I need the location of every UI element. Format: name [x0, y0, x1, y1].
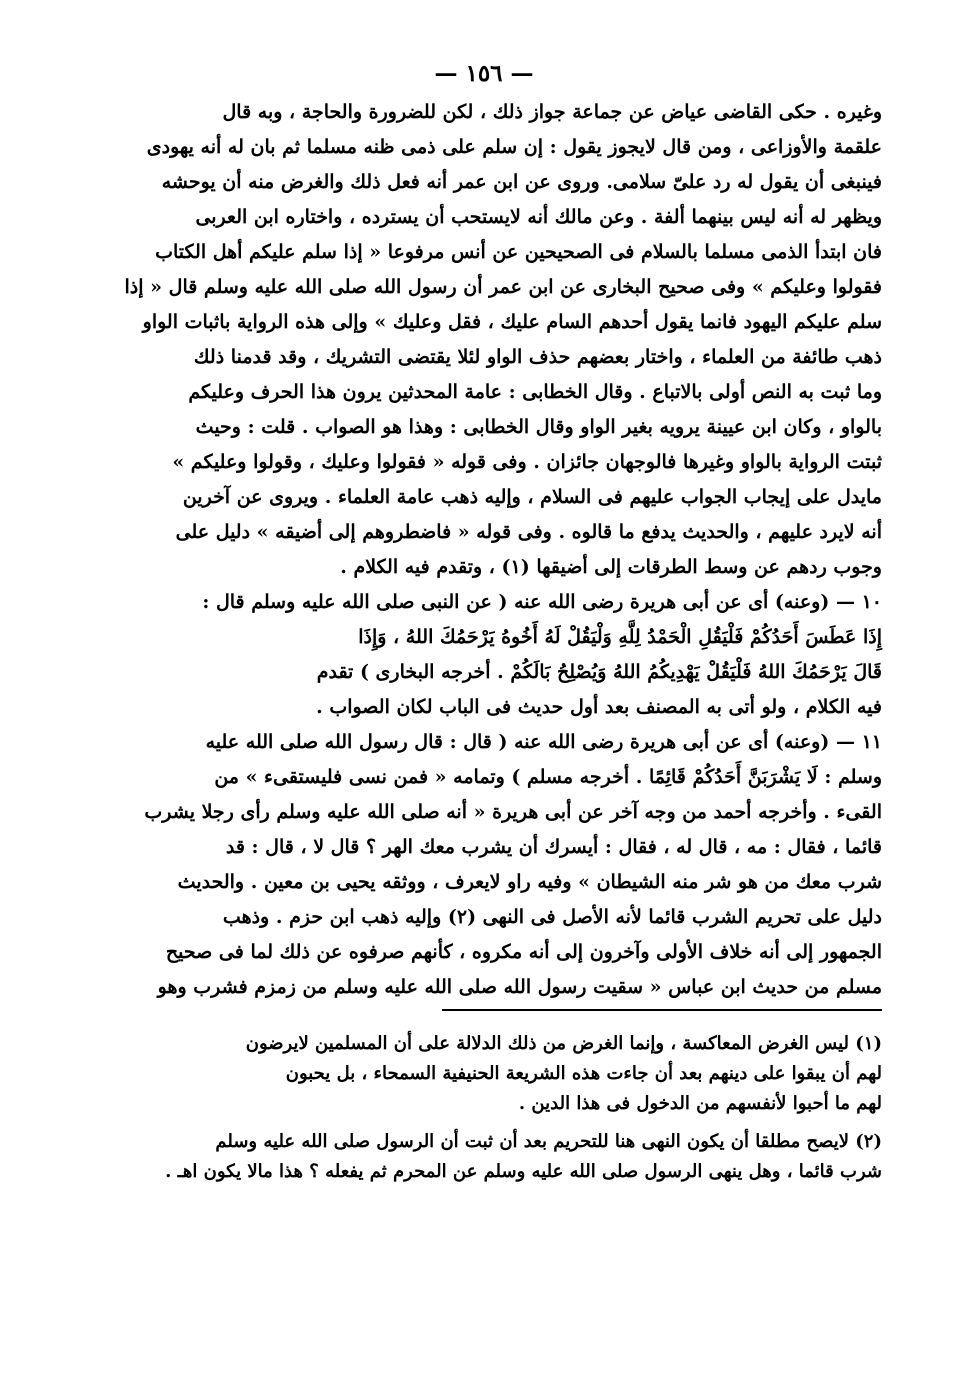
- footnote-separator: [442, 1009, 882, 1011]
- text-line: قائما ، فقال : مه ، قال له ، فقال : أيسرك أن يشرب معك الهر ؟ قال لا ، قال : قد: [225, 836, 882, 858]
- text-line: فيه الكلام ، ولو أتى به المصنف بعد أول حديث فى الباب لكان الصواب .: [316, 696, 882, 718]
- text-line: ثبتت الرواية بالواو وغيرها فالوجهان جائزان . وفى قوله « فقولوا وعليك ، وقولوا وعليكم »: [172, 451, 882, 473]
- footnote-line: شرب قائما ، وهل ينهى الرسول صلى الله عليه وسلم عن المحرم ثم يفعله ؟ هذا مالا يكون اهـ .: [165, 1161, 882, 1182]
- text-line: القىء . وأخرجه أحمد من وجه آخر عن أبى هريرة « أنه صلى الله عليه وسلم رأى رجلا يشرب: [144, 801, 882, 823]
- text-line: الجمهور إلى أنه خلاف الأولى وآخرون إلى أنه مكروه ، كأنهم صرفوه عن ذلك لما فى صحيح: [165, 941, 882, 963]
- text-line: مسلم من حديث ابن عباس « سقيت رسول الله صلى الله عليه وسلم من زمزم فشرب وهو: [157, 976, 882, 998]
- text-line: دليل على تحريم الشرب قائما لأنه الأصل فى النهى (٢) وإليه ذهب ابن حزم . وذهب: [222, 906, 882, 928]
- text-line: فينبغى أن يقول له رد علىّ سلامى. وروى عن ابن عمر أنه فعل ذلك والغرض منه أن يوحشه: [161, 171, 882, 193]
- text-line: قَالَ يَرْحَمُكَ اللهُ فَلْيَقُلْ يَهْدِيكُمُ اللهُ وَيُصْلِحُ بَالَكُمْ . أخرجه البخارى ) تقدم: [316, 661, 882, 683]
- footnote-2: [86, 1127, 882, 1187]
- footnote-line: (٢) لايصح مطلقا أن يكون النهى هنا للتحريم بعد أن ثبت أن الرسول صلى الله عليه وسلم: [215, 1131, 882, 1152]
- text-line: وغيره . حكى القاضى عياض عن جماعة جواز ذلك ، لكن للضرورة والحاجة ، وبه قال: [222, 101, 882, 123]
- text-line: ذهب طائفة من العلماء ، واختار بعضهم حذف الواو لئلا يقتضى التشريك ، وقد قدمنا ذلك: [193, 346, 882, 368]
- text-line: فقولوا وعليكم » وفى صحيح البخارى عن ابن عمر أن رسول الله صلى الله عليه وسلم قال « إذا: [124, 276, 882, 298]
- main-text: [86, 95, 882, 1005]
- text-line: ١١ — (وعنه) أى عن أبى هريرة رضى الله عنه ( قال : قال رسول الله صلى الله عليه: [205, 731, 882, 753]
- text-line: وسلم : لَا يَشْرَبَنَّ أَحَدُكُمْ قَائِمًا . أخرجه مسلم ) وتمامه « فمن نسى فليستقىء » من: [214, 766, 882, 788]
- text-line: ويظهر له أنه ليس بينهما ألفة . وعن مالك أنه لايستحب أن يسترده ، واختاره ابن العربى: [195, 206, 882, 228]
- text-line: سلم عليكم اليهود فانما يقول أحدهم السام عليك ، فقل وعليك » وإلى هذه الرواية باثبات الواو: [142, 311, 882, 333]
- text-line: وما ثبت به النص أولى بالاتباع . وقال الخطابى : عامة المحدثين يرون هذا الحرف وعليكم: [188, 381, 882, 403]
- text-line: وجوب ردهم عن وسط الطرقات إلى أضيقها (١) ، وتقدم فيه الكلام .: [340, 556, 882, 578]
- text-line: ١٠ — (وعنه) أى عن أبى هريرة رضى الله عنه ( عن النبى صلى الله عليه وسلم قال :: [202, 591, 882, 613]
- footnote-line: (١) ليس الغرض المعاكسة ، وإنما الغرض من ذلك الدلالة على أن المسلمين لايرضون: [245, 1033, 882, 1054]
- text-line: فان ابتدأ الذمى مسلما بالسلام فى الصحيحين عن أنس مرفوعا « إذا سلم عليكم أهل الكتاب: [155, 241, 882, 263]
- footnote-1: [86, 1029, 882, 1119]
- footnote-line: لهم ما أحبوا لأنفسهم من الدخول فى هذا الدين .: [518, 1093, 882, 1114]
- text-line: أنه لايرد عليهم ، والحديث يدفع ما قالوه . وفى قوله « فاضطروهم إلى أضيقه » دليل على: [175, 521, 882, 543]
- text-line: علقمة والأوزاعى ، ومن قال لايجوز يقول : إن سلم على ذمى ظنه مسلما ثم بان له أنه يهودى: [146, 136, 882, 158]
- text-line: إِذَا عَطَسَ أَحَدُكُمْ فَلْيَقُلِ الْحَمْدُ لِلَّهِ وَلْيَقُلْ لَهُ أَخُوهُ يَرْحَمُكَ اللهُ ، وَإِذَا: [358, 626, 882, 648]
- footnote-line: لهم أن يبقوا على دينهم بعد أن جاءت هذه الشريعة الحنيفية السمحاء ، بل يحبون: [285, 1063, 882, 1084]
- text-line: شرب معك من هو شر منه الشيطان » وفيه راو لايعرف ، ووثقه يحيى بن معين . والحديث: [177, 871, 882, 893]
- page-number: — ١٥٦ —: [434, 60, 534, 87]
- text-line: بالواو ، وكان ابن عيينة يرويه بغير الواو وقال الخطابى : وهذا هو الصواب . قلت : وحيث: [195, 416, 882, 438]
- text-line: مايدل على إيجاب الجواب عليهم فى السلام ، وإليه ذهب عامة العلماء . ويروى عن آخرين: [182, 486, 882, 508]
